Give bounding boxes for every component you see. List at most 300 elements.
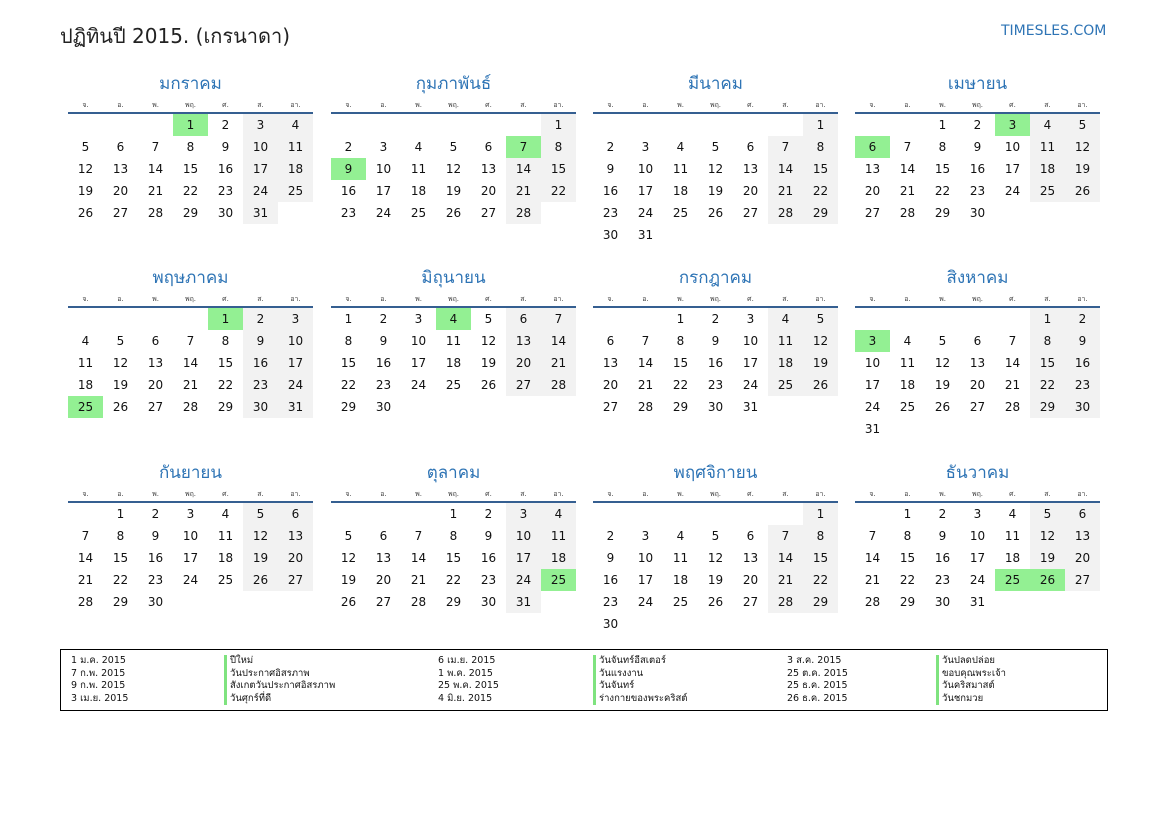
day-cell[interactable]: 5 (1030, 503, 1065, 525)
day-cell[interactable]: 23 (602, 595, 619, 609)
day-cell[interactable]: 11 (278, 136, 313, 158)
day-cell[interactable]: 3 (243, 114, 278, 136)
day-cell[interactable]: 7 (768, 525, 803, 547)
day-cell[interactable]: 12 (803, 330, 838, 352)
day-cell[interactable]: 25 (541, 569, 576, 591)
day-cell[interactable]: 30 (217, 206, 234, 220)
day-cell[interactable]: 26 (1030, 569, 1065, 591)
day-cell[interactable]: 11 (77, 356, 94, 370)
day-cell[interactable]: 10 (637, 551, 654, 565)
day-cell[interactable]: 23 (375, 378, 392, 392)
day-cell[interactable]: 9 (331, 158, 366, 180)
day-cell[interactable]: 14 (147, 162, 164, 176)
day-cell[interactable]: 27 (1065, 569, 1100, 591)
day-cell[interactable]: 19 (707, 573, 724, 587)
day-cell[interactable]: 21 (899, 184, 916, 198)
day-cell[interactable]: 13 (506, 330, 541, 352)
day-cell[interactable]: 19 (803, 352, 838, 374)
day-cell[interactable]: 2 (973, 118, 982, 132)
day-cell[interactable]: 22 (541, 180, 576, 202)
day-cell[interactable]: 25 (672, 595, 689, 609)
day-cell[interactable]: 18 (672, 573, 689, 587)
day-cell[interactable]: 7 (641, 334, 650, 348)
day-cell[interactable]: 15 (182, 162, 199, 176)
day-cell[interactable]: 8 (1030, 330, 1065, 352)
day-cell[interactable]: 2 (484, 507, 493, 521)
day-cell[interactable]: 29 (934, 206, 951, 220)
day-cell[interactable]: 24 (182, 573, 199, 587)
day-cell[interactable]: 20 (147, 378, 164, 392)
day-cell[interactable]: 31 (278, 396, 313, 418)
day-cell[interactable]: 3 (746, 312, 755, 326)
day-cell[interactable]: 17 (1004, 162, 1021, 176)
day-cell[interactable]: 11 (410, 162, 427, 176)
day-cell[interactable]: 24 (1004, 184, 1021, 198)
day-cell[interactable]: 14 (77, 551, 94, 565)
day-cell[interactable]: 17 (278, 352, 313, 374)
day-cell[interactable]: 14 (410, 551, 427, 565)
day-cell[interactable]: 31 (637, 228, 654, 242)
day-cell[interactable]: 13 (112, 162, 129, 176)
day-cell[interactable]: 18 (410, 184, 427, 198)
day-cell[interactable]: 26 (707, 206, 724, 220)
day-cell[interactable]: 3 (641, 529, 650, 543)
day-cell[interactable]: 30 (375, 400, 392, 414)
day-cell[interactable]: 1 (938, 118, 947, 132)
day-cell[interactable]: 21 (768, 569, 803, 591)
day-cell[interactable]: 5 (711, 529, 720, 543)
day-cell[interactable]: 22 (1030, 374, 1065, 396)
day-cell[interactable]: 13 (278, 525, 313, 547)
day-cell[interactable]: 25 (68, 396, 103, 418)
site-logo[interactable]: TIMESLES.COM (1001, 23, 1107, 39)
day-cell[interactable]: 26 (707, 595, 724, 609)
day-cell[interactable]: 21 (410, 573, 427, 587)
day-cell[interactable]: 8 (186, 140, 195, 154)
day-cell[interactable]: 30 (1065, 396, 1100, 418)
day-cell[interactable]: 6 (116, 140, 125, 154)
day-cell[interactable]: 12 (112, 356, 129, 370)
day-cell[interactable]: 7 (768, 136, 803, 158)
day-cell[interactable]: 24 (742, 378, 759, 392)
day-cell[interactable]: 28 (899, 206, 916, 220)
day-cell[interactable]: 7 (186, 334, 195, 348)
day-cell[interactable]: 6 (973, 334, 982, 348)
day-cell[interactable]: 13 (742, 162, 759, 176)
day-cell[interactable]: 18 (1030, 158, 1065, 180)
day-cell[interactable]: 5 (344, 529, 353, 543)
day-cell[interactable]: 17 (742, 356, 759, 370)
day-cell[interactable]: 19 (934, 378, 951, 392)
day-cell[interactable]: 29 (672, 400, 689, 414)
day-cell[interactable]: 29 (445, 595, 462, 609)
day-cell[interactable]: 13 (602, 356, 619, 370)
day-cell[interactable]: 9 (484, 529, 493, 543)
day-cell[interactable]: 2 (606, 529, 615, 543)
day-cell[interactable]: 12 (707, 551, 724, 565)
day-cell[interactable]: 2 (938, 507, 947, 521)
day-cell[interactable]: 4 (414, 140, 423, 154)
day-cell[interactable]: 22 (672, 378, 689, 392)
day-cell[interactable]: 21 (864, 573, 881, 587)
day-cell[interactable]: 2 (711, 312, 720, 326)
day-cell[interactable]: 30 (707, 400, 724, 414)
day-cell[interactable]: 11 (1004, 529, 1021, 543)
day-cell[interactable]: 11 (217, 529, 234, 543)
day-cell[interactable]: 17 (637, 184, 654, 198)
day-cell[interactable]: 20 (375, 573, 392, 587)
day-cell[interactable]: 9 (973, 140, 982, 154)
day-cell[interactable]: 2 (221, 118, 230, 132)
day-cell[interactable]: 17 (375, 184, 392, 198)
day-cell[interactable]: 18 (768, 352, 803, 374)
day-cell[interactable]: 16 (340, 184, 357, 198)
day-cell[interactable]: 9 (606, 162, 615, 176)
day-cell[interactable]: 22 (112, 573, 129, 587)
day-cell[interactable]: 8 (541, 136, 576, 158)
day-cell[interactable]: 15 (803, 158, 838, 180)
day-cell[interactable]: 19 (340, 573, 357, 587)
day-cell[interactable]: 16 (602, 184, 619, 198)
day-cell[interactable]: 8 (449, 529, 458, 543)
day-cell[interactable]: 19 (1030, 547, 1065, 569)
day-cell[interactable]: 31 (969, 595, 986, 609)
day-cell[interactable]: 18 (278, 158, 313, 180)
day-cell[interactable]: 3 (186, 507, 195, 521)
day-cell[interactable]: 27 (375, 595, 392, 609)
day-cell[interactable]: 16 (707, 356, 724, 370)
day-cell[interactable]: 14 (768, 158, 803, 180)
day-cell[interactable]: 19 (1065, 158, 1100, 180)
day-cell[interactable]: 4 (903, 334, 912, 348)
day-cell[interactable]: 30 (602, 617, 619, 631)
day-cell[interactable]: 23 (147, 573, 164, 587)
day-cell[interactable]: 24 (506, 569, 541, 591)
day-cell[interactable]: 7 (414, 529, 423, 543)
day-cell[interactable]: 3 (506, 503, 541, 525)
day-cell[interactable]: 25 (1030, 180, 1065, 202)
day-cell[interactable]: 28 (768, 591, 803, 613)
day-cell[interactable]: 18 (1004, 551, 1021, 565)
day-cell[interactable]: 23 (934, 573, 951, 587)
day-cell[interactable]: 16 (243, 352, 278, 374)
day-cell[interactable]: 5 (81, 140, 90, 154)
day-cell[interactable]: 31 (506, 591, 541, 613)
day-cell[interactable]: 7 (868, 529, 877, 543)
day-cell[interactable]: 20 (742, 573, 759, 587)
day-cell[interactable]: 13 (480, 162, 497, 176)
day-cell[interactable]: 20 (278, 547, 313, 569)
day-cell[interactable]: 26 (340, 595, 357, 609)
day-cell[interactable]: 26 (803, 374, 838, 396)
day-cell[interactable]: 13 (742, 551, 759, 565)
day-cell[interactable]: 26 (480, 378, 497, 392)
day-cell[interactable]: 17 (243, 158, 278, 180)
day-cell[interactable]: 9 (379, 334, 388, 348)
day-cell[interactable]: 15 (217, 356, 234, 370)
day-cell[interactable]: 17 (969, 551, 986, 565)
day-cell[interactable]: 1 (1030, 308, 1065, 330)
day-cell[interactable]: 12 (480, 334, 497, 348)
day-cell[interactable]: 6 (746, 140, 755, 154)
day-cell[interactable]: 14 (541, 330, 576, 352)
day-cell[interactable]: 17 (864, 378, 881, 392)
day-cell[interactable]: 1 (344, 312, 353, 326)
day-cell[interactable]: 25 (278, 180, 313, 202)
day-cell[interactable]: 10 (243, 136, 278, 158)
day-cell[interactable]: 10 (742, 334, 759, 348)
day-cell[interactable]: 29 (899, 595, 916, 609)
day-cell[interactable]: 16 (147, 551, 164, 565)
day-cell[interactable]: 10 (410, 334, 427, 348)
day-cell[interactable]: 2 (1065, 308, 1100, 330)
day-cell[interactable]: 4 (768, 308, 803, 330)
day-cell[interactable]: 19 (707, 184, 724, 198)
day-cell[interactable]: 11 (768, 330, 803, 352)
day-cell[interactable]: 6 (379, 529, 388, 543)
day-cell[interactable]: 10 (864, 356, 881, 370)
day-cell[interactable]: 23 (480, 573, 497, 587)
day-cell[interactable]: 5 (449, 140, 458, 154)
day-cell[interactable]: 28 (147, 206, 164, 220)
day-cell[interactable]: 11 (899, 356, 916, 370)
day-cell[interactable]: 20 (480, 184, 497, 198)
day-cell[interactable]: 22 (803, 180, 838, 202)
day-cell[interactable]: 15 (445, 551, 462, 565)
day-cell[interactable]: 19 (112, 378, 129, 392)
day-cell[interactable]: 27 (602, 400, 619, 414)
day-cell[interactable]: 1 (676, 312, 685, 326)
day-cell[interactable]: 22 (340, 378, 357, 392)
day-cell[interactable]: 27 (480, 206, 497, 220)
day-cell[interactable]: 4 (676, 529, 685, 543)
day-cell[interactable]: 21 (637, 378, 654, 392)
day-cell[interactable]: 21 (541, 352, 576, 374)
day-cell[interactable]: 28 (506, 202, 541, 224)
day-cell[interactable]: 27 (112, 206, 129, 220)
day-cell[interactable]: 30 (147, 595, 164, 609)
day-cell[interactable]: 4 (541, 503, 576, 525)
day-cell[interactable]: 10 (969, 529, 986, 543)
day-cell[interactable]: 3 (995, 114, 1030, 136)
day-cell[interactable]: 24 (375, 206, 392, 220)
day-cell[interactable]: 12 (1030, 525, 1065, 547)
day-cell[interactable]: 16 (480, 551, 497, 565)
day-cell[interactable]: 27 (278, 569, 313, 591)
day-cell[interactable]: 14 (899, 162, 916, 176)
day-cell[interactable]: 21 (1004, 378, 1021, 392)
day-cell[interactable]: 22 (182, 184, 199, 198)
day-cell[interactable]: 6 (606, 334, 615, 348)
day-cell[interactable]: 18 (672, 184, 689, 198)
day-cell[interactable]: 2 (606, 140, 615, 154)
day-cell[interactable]: 21 (506, 180, 541, 202)
day-cell[interactable]: 26 (77, 206, 94, 220)
day-cell[interactable]: 30 (969, 206, 986, 220)
day-cell[interactable]: 24 (243, 180, 278, 202)
day-cell[interactable]: 5 (116, 334, 125, 348)
day-cell[interactable]: 23 (969, 184, 986, 198)
day-cell[interactable]: 14 (637, 356, 654, 370)
day-cell[interactable]: 6 (746, 529, 755, 543)
day-cell[interactable]: 20 (506, 352, 541, 374)
day-cell[interactable]: 29 (1030, 396, 1065, 418)
day-cell[interactable]: 10 (375, 162, 392, 176)
day-cell[interactable]: 14 (506, 158, 541, 180)
day-cell[interactable]: 26 (445, 206, 462, 220)
day-cell[interactable]: 24 (969, 573, 986, 587)
day-cell[interactable]: 12 (77, 162, 94, 176)
day-cell[interactable]: 8 (903, 529, 912, 543)
day-cell[interactable]: 1 (541, 114, 576, 136)
day-cell[interactable]: 20 (969, 378, 986, 392)
day-cell[interactable]: 11 (1030, 136, 1065, 158)
day-cell[interactable]: 26 (1065, 180, 1100, 202)
day-cell[interactable]: 22 (803, 569, 838, 591)
day-cell[interactable]: 7 (1008, 334, 1017, 348)
day-cell[interactable]: 15 (899, 551, 916, 565)
day-cell[interactable]: 5 (938, 334, 947, 348)
day-cell[interactable]: 25 (768, 374, 803, 396)
day-cell[interactable]: 29 (340, 400, 357, 414)
day-cell[interactable]: 16 (934, 551, 951, 565)
day-cell[interactable]: 28 (768, 202, 803, 224)
day-cell[interactable]: 22 (445, 573, 462, 587)
day-cell[interactable]: 12 (340, 551, 357, 565)
day-cell[interactable]: 15 (934, 162, 951, 176)
day-cell[interactable]: 27 (506, 374, 541, 396)
day-cell[interactable]: 18 (445, 356, 462, 370)
day-cell[interactable]: 25 (217, 573, 234, 587)
day-cell[interactable]: 8 (676, 334, 685, 348)
day-cell[interactable]: 31 (864, 422, 881, 436)
day-cell[interactable]: 25 (899, 400, 916, 414)
day-cell[interactable]: 20 (864, 184, 881, 198)
day-cell[interactable]: 3 (973, 507, 982, 521)
day-cell[interactable]: 16 (969, 162, 986, 176)
day-cell[interactable]: 18 (77, 378, 94, 392)
day-cell[interactable]: 10 (506, 525, 541, 547)
day-cell[interactable]: 15 (340, 356, 357, 370)
day-cell[interactable]: 1 (116, 507, 125, 521)
day-cell[interactable]: 12 (445, 162, 462, 176)
day-cell[interactable]: 17 (637, 573, 654, 587)
day-cell[interactable]: 16 (1065, 352, 1100, 374)
day-cell[interactable]: 22 (217, 378, 234, 392)
day-cell[interactable]: 7 (151, 140, 160, 154)
day-cell[interactable]: 10 (278, 330, 313, 352)
day-cell[interactable]: 3 (414, 312, 423, 326)
day-cell[interactable]: 25 (410, 206, 427, 220)
day-cell[interactable]: 9 (711, 334, 720, 348)
day-cell[interactable]: 19 (243, 547, 278, 569)
day-cell[interactable]: 24 (637, 206, 654, 220)
day-cell[interactable]: 10 (1004, 140, 1021, 154)
day-cell[interactable]: 13 (969, 356, 986, 370)
day-cell[interactable]: 23 (340, 206, 357, 220)
day-cell[interactable]: 25 (672, 206, 689, 220)
day-cell[interactable]: 10 (182, 529, 199, 543)
day-cell[interactable]: 22 (934, 184, 951, 198)
day-cell[interactable]: 4 (1030, 114, 1065, 136)
day-cell[interactable]: 27 (742, 595, 759, 609)
day-cell[interactable]: 3 (641, 140, 650, 154)
day-cell[interactable]: 12 (934, 356, 951, 370)
day-cell[interactable]: 11 (445, 334, 462, 348)
day-cell[interactable]: 15 (541, 158, 576, 180)
day-cell[interactable]: 14 (768, 547, 803, 569)
day-cell[interactable]: 20 (112, 184, 129, 198)
day-cell[interactable]: 16 (375, 356, 392, 370)
day-cell[interactable]: 30 (934, 595, 951, 609)
day-cell[interactable]: 9 (221, 140, 230, 154)
day-cell[interactable]: 6 (484, 140, 493, 154)
day-cell[interactable]: 13 (147, 356, 164, 370)
day-cell[interactable]: 12 (243, 525, 278, 547)
day-cell[interactable]: 28 (637, 400, 654, 414)
day-cell[interactable]: 6 (278, 503, 313, 525)
day-cell[interactable]: 14 (182, 356, 199, 370)
day-cell[interactable]: 2 (243, 308, 278, 330)
day-cell[interactable]: 24 (278, 374, 313, 396)
day-cell[interactable]: 8 (803, 525, 838, 547)
day-cell[interactable]: 25 (995, 569, 1030, 591)
day-cell[interactable]: 4 (1008, 507, 1017, 521)
day-cell[interactable]: 9 (938, 529, 947, 543)
day-cell[interactable]: 29 (803, 591, 838, 613)
day-cell[interactable]: 30 (243, 396, 278, 418)
day-cell[interactable]: 13 (864, 162, 881, 176)
day-cell[interactable]: 3 (278, 308, 313, 330)
day-cell[interactable]: 21 (77, 573, 94, 587)
day-cell[interactable]: 4 (436, 308, 471, 330)
day-cell[interactable]: 28 (1004, 400, 1021, 414)
day-cell[interactable]: 30 (480, 595, 497, 609)
day-cell[interactable]: 6 (1065, 503, 1100, 525)
day-cell[interactable]: 15 (803, 547, 838, 569)
day-cell[interactable]: 26 (934, 400, 951, 414)
day-cell[interactable]: 28 (182, 400, 199, 414)
day-cell[interactable]: 20 (1065, 547, 1100, 569)
day-cell[interactable]: 1 (903, 507, 912, 521)
day-cell[interactable]: 2 (379, 312, 388, 326)
day-cell[interactable]: 28 (864, 595, 881, 609)
day-cell[interactable]: 17 (182, 551, 199, 565)
day-cell[interactable]: 28 (541, 374, 576, 396)
day-cell[interactable]: 24 (410, 378, 427, 392)
day-cell[interactable]: 4 (81, 334, 90, 348)
day-cell[interactable]: 26 (112, 400, 129, 414)
day-cell[interactable]: 6 (855, 136, 890, 158)
day-cell[interactable]: 28 (77, 595, 94, 609)
day-cell[interactable]: 4 (278, 114, 313, 136)
day-cell[interactable]: 9 (151, 529, 160, 543)
day-cell[interactable]: 17 (410, 356, 427, 370)
day-cell[interactable]: 6 (506, 308, 541, 330)
day-cell[interactable]: 4 (221, 507, 230, 521)
day-cell[interactable]: 26 (243, 569, 278, 591)
day-cell[interactable]: 20 (742, 184, 759, 198)
day-cell[interactable]: 20 (602, 378, 619, 392)
day-cell[interactable]: 9 (1065, 330, 1100, 352)
day-cell[interactable]: 23 (1065, 374, 1100, 396)
day-cell[interactable]: 3 (379, 140, 388, 154)
day-cell[interactable]: 14 (1004, 356, 1021, 370)
day-cell[interactable]: 2 (151, 507, 160, 521)
day-cell[interactable]: 18 (899, 378, 916, 392)
day-cell[interactable]: 1 (803, 114, 838, 136)
day-cell[interactable]: 25 (445, 378, 462, 392)
